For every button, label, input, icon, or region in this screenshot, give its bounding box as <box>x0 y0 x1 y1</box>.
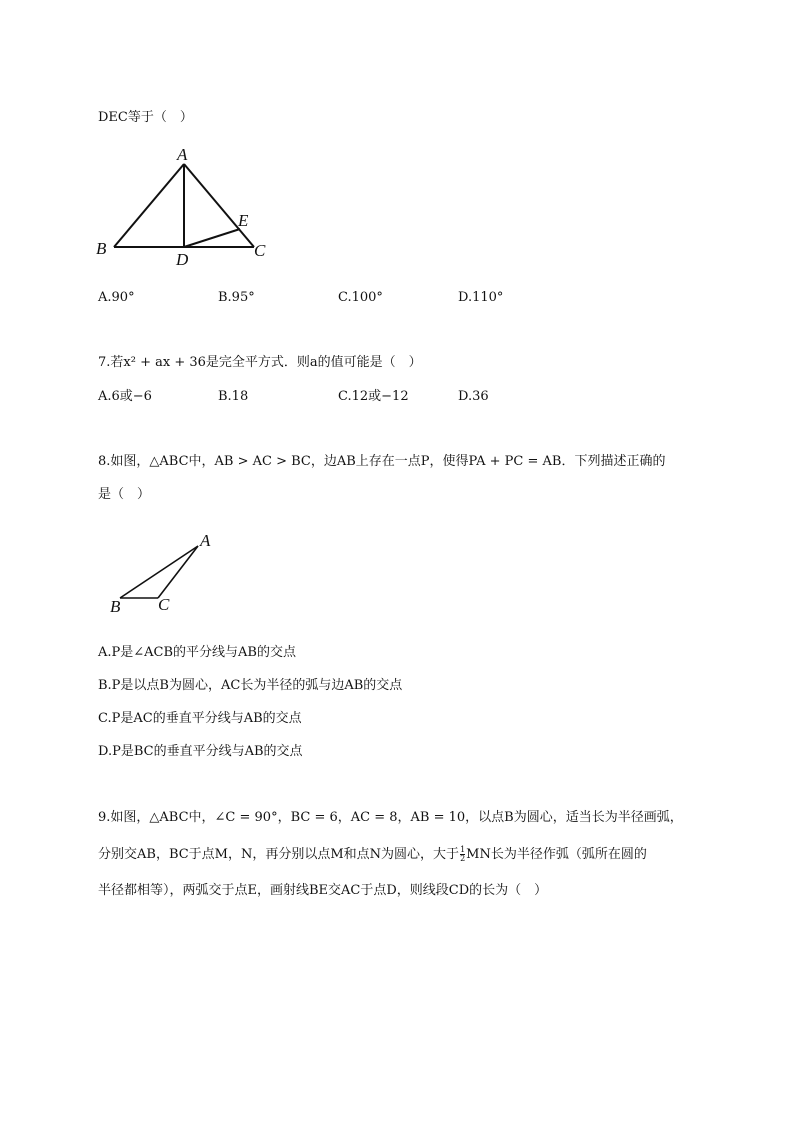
q8-option-d: D.P是BC的垂直平分线与AB的交点 <box>98 744 303 759</box>
q6-option-a: A.90° <box>98 290 135 305</box>
q8-option-c: C.P是AC的垂直平分线与AB的交点 <box>98 711 302 726</box>
q9-line2-part-a: 分别交AB，BC于点M，N，再分别以点M和点N为圆心，大于 <box>98 847 460 862</box>
q6-stem-tail: DEC等于（ ） <box>98 110 193 125</box>
q6-label-C: C <box>254 241 266 260</box>
q6-label-E: E <box>238 211 249 230</box>
q8-label-B: B <box>110 597 121 616</box>
q7-option-d: D.36 <box>458 389 489 404</box>
q6-label-B: B <box>96 239 107 258</box>
q7-option-a: A.6或−6 <box>98 389 152 404</box>
q8-option-a: A.P是∠ACB的平分线与AB的交点 <box>98 645 296 660</box>
q9-stem-line1: 9.如图，△ABC中，∠C = 90°，BC = 6，AC = 8，AB = 10，以点B为圆心，适当长为半径画弧， <box>98 810 683 825</box>
q6-triangle-figure <box>92 142 292 272</box>
q8-label-C: C <box>158 595 170 614</box>
q9-frac-numerator: 1 <box>460 845 466 854</box>
q9-stem-line2 <box>98 846 647 864</box>
q6-option-c: C.100° <box>338 290 383 305</box>
q6-option-d: D.110° <box>458 290 504 305</box>
q9-frac-denominator: 2 <box>460 854 466 863</box>
q6-label-A: A <box>177 145 188 164</box>
q6-label-D: D <box>176 250 189 269</box>
q8-stem-line1: 8.如图，△ABC中，AB > AC > BC，边AB上存在一点P，使得PA + PC = AB．下列描述正确的 <box>98 454 666 469</box>
q8-stem-line2: 是（ ） <box>98 487 151 502</box>
q7-option-b: B.18 <box>218 389 249 404</box>
q8-triangle-figure <box>104 530 244 620</box>
q9-line2-part-b: MN长为半径作弧（弧所在圆的 <box>466 847 647 862</box>
q9-fraction <box>460 846 465 863</box>
q7-stem: 7.若x² + ax + 36是完全平方式．则a的值可能是（ ） <box>98 355 422 370</box>
q6-option-b: B.95° <box>218 290 255 305</box>
q8-option-b: B.P是以点B为圆心，AC长为半径的弧与边AB的交点 <box>98 678 403 693</box>
q9-stem-line3: 半径都相等），两弧交于点E，画射线BE交AC于点D，则线段CD的长为（ ） <box>98 883 548 898</box>
q8-label-A: A <box>200 531 211 550</box>
q7-option-c: C.12或−12 <box>338 389 409 404</box>
